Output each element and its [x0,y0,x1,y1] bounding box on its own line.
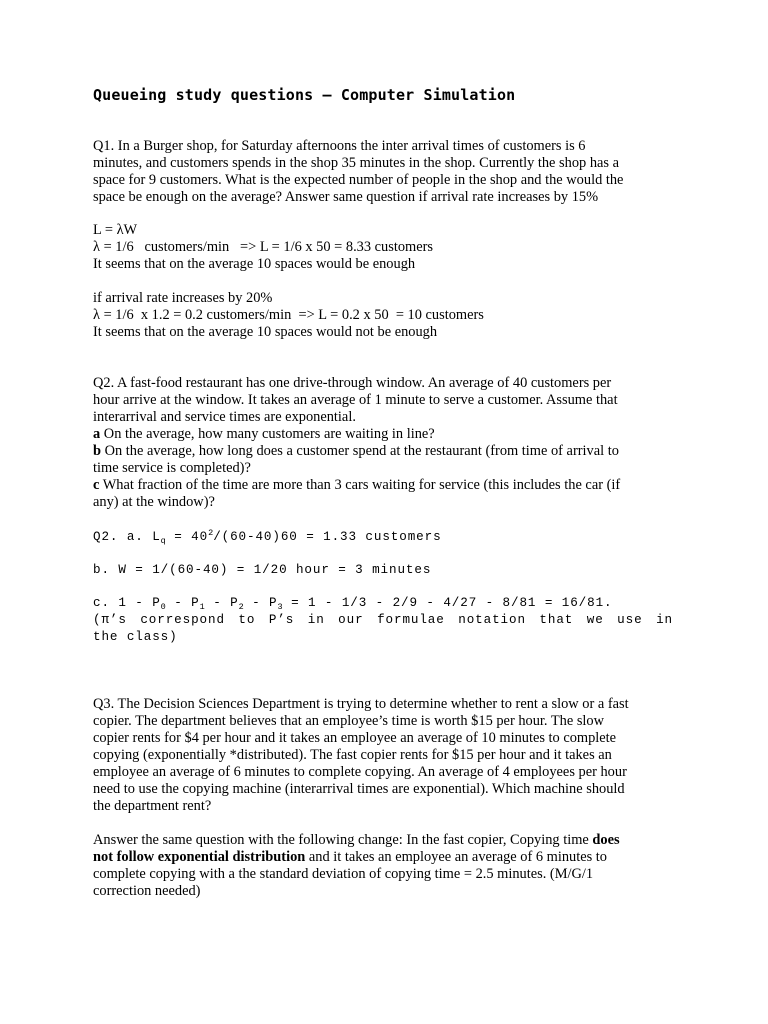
q3-follow-up-text: Answer the same question with the following change: In the fast copier, Copying time [93,832,593,848]
q3-follow-up [93,832,673,900]
document-title: Queueing study questions – Computer Simulation [93,86,516,104]
q2-part-a [93,426,673,443]
q2-answer-a [93,529,673,546]
q2-part-a-letter: a [93,426,101,442]
q2-answer-c-part: - P [165,596,200,610]
q2-part-c [93,477,673,494]
q2-answer-c-subscript: 2 [238,602,244,612]
q2-part-b [93,443,673,460]
q1-question [93,138,673,206]
q2-answer-c-subscript: 3 [277,602,283,612]
q1-line: space be enough on the average? Answer same question if arrival rate increases by 15% [93,189,599,205]
q3-line: copier rents for $4 per hour and it takes an employee an average of 10 minutes to complete [93,730,617,746]
q1-lambda-calculation-2: λ = 1/6 x 1.2 = 0.2 customers/min => L = 0.2 x 50 = 10 customers [93,307,484,323]
q3-follow-up-line: correction needed) [93,883,201,899]
q3-question [93,696,673,815]
q2-part-c-text: What fraction of the time are more than 3 cars waiting for service (this includes the car (if [99,477,621,493]
q2-answer-a-part: Q2. a. L [93,530,161,544]
q2-part-b-cont: time service is completed)? [93,460,251,476]
q2-answer-c-part: = 1 - 1/3 - 2/9 - 4/27 - 8/81 = 16/81. [282,596,613,610]
q2-part-b-letter: b [93,443,102,459]
q2-answer-c-part: - P [243,596,278,610]
q3-line: Q3. The Decision Sciences Department is trying to determine whether to rent a slow or a fast [93,696,629,712]
q2-part-b-text: On the average, how long does a customer spend at the restaurant (from time of arrival to [101,443,619,459]
q3-follow-up-bold: does [592,832,620,848]
q3-follow-up-bold: not follow exponential distribution [93,849,306,865]
q1-conclusion: It seems that on the average 10 spaces would be enough [93,256,416,272]
q2-part-c-cont: any) at the window)? [93,494,215,510]
q1-line: space for 9 customers. What is the expected number of people in the shop and the would the [93,172,624,188]
q2-answer-a-subscript: q [160,536,166,546]
q3-follow-up-line: complete copying with a the standard deviation of copying time = 2.5 minutes. (M/G/1 [93,866,594,882]
q2-part-a-text: On the average, how many customers are waiting in line? [100,426,435,442]
q1-conclusion-2: It seems that on the average 10 spaces would not be enough [93,324,438,340]
q2-answer-c-subscript: 1 [199,602,205,612]
q2-answer-c-note-cont: the class) [93,630,178,644]
q1-line: Q1. In a Burger shop, for Saturday afternoons the inter arrival times of customers is 6 [93,138,586,154]
q2-answer-c-part: - P [204,596,239,610]
q2-part-c-letter: c [93,477,100,493]
little-law-formula: L = λW [93,222,138,238]
q3-line: the department rent? [93,798,212,814]
q2-answer-a-superscript: 2 [208,528,214,538]
q2-answer-c-note: (π’s correspond to P’s in our formulae notation that we use in [93,613,673,627]
q3-line: need to use the copying machine (interarrival times are exponential). Which machine should [93,781,625,797]
q3-line: copying (exponentially *distributed). The fast copier rents for $15 per hour and it takes an [93,747,612,763]
q3-follow-up-text: and it takes an employee an average of 6 minutes to [305,849,607,865]
q2-answer-b [93,562,673,579]
q2-line: hour arrive at the window. It takes an average of 1 minute to serve a customer. Assume that [93,392,618,408]
q2-answer-c-subscript: 0 [160,602,166,612]
q3-line: copier. The department believes that an employee’s time is worth $15 per hour. The slow [93,713,605,729]
q2-question [93,375,673,511]
q2-answer-a-part: = 40 [165,530,209,544]
q2-answer-a-part: /(60-40)60 = 1.33 customers [213,530,442,544]
q2-line: interarrival and service times are exponential. [93,409,356,425]
q1-increase-heading: if arrival rate increases by 20% [93,290,273,306]
q2-answer-c [93,595,673,646]
q3-line: employee an average of 6 minutes to complete copying. An average of 4 employees per hour [93,764,627,780]
q1-line: minutes, and customers spends in the shop 35 minutes in the shop. Currently the shop has a [93,155,619,171]
q1-lambda-calculation: λ = 1/6 customers/min => L = 1/6 x 50 = 8.33 customers [93,239,434,255]
q1-answer-increase [93,290,673,341]
q2-answer-c-part: c. 1 - P [93,596,161,610]
q1-answer [93,222,673,273]
q2-answer-b-text: b. W = 1/(60-40) = 1/20 hour = 3 minutes [93,563,432,577]
q2-line: Q2. A fast-food restaurant has one drive-through window. An average of 40 customers per [93,375,612,391]
